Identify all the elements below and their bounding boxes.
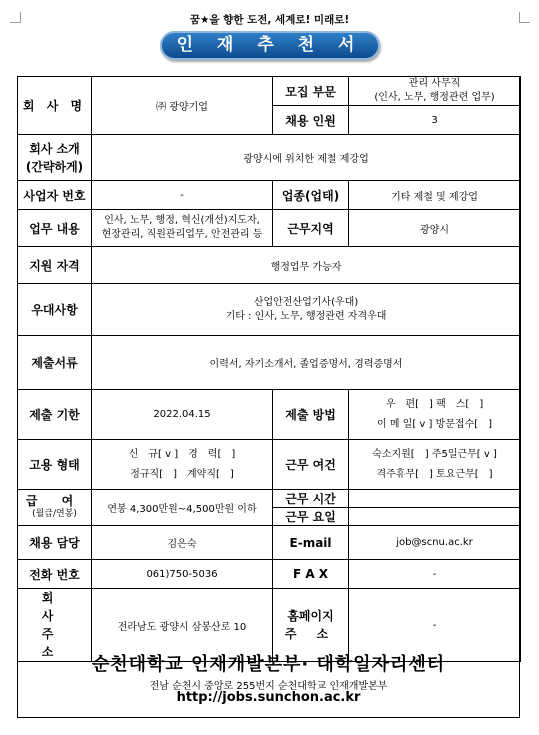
value-docs: 이력서, 자기소개서, 졸업증명서, 경력증명서 [92,336,521,390]
label-emptype: 고용 형태 [18,440,92,490]
row-docs [18,336,521,390]
value-contact: 김은숙 [92,526,273,560]
value-dept-line2: (인사, 노무, 행정관련 업무) [374,92,495,103]
value-conditions-line1: 숙소지원[ ] 주5일근무[ v ] [372,448,497,460]
row-deadline [18,390,521,440]
label-salary-line1: 급 여 [25,493,84,508]
label-deadline: 제출 기한 [18,390,92,440]
footer-address: 전남 순천시 중앙로 255번지 순천대학교 인재개발본부 [149,681,388,692]
value-conditions-line2: 격주휴무[ ] 토요근무[ ] [376,468,493,480]
value-conditions [349,440,521,490]
label-dept: 모집 부문 [273,77,349,106]
label-fax: F A X [273,560,349,589]
label-duties: 업무 내용 [18,210,92,247]
label-homepage-line2: 주 소 [284,627,337,641]
row-intro [18,135,521,181]
value-email: job@scnu.ac.kr [349,526,521,560]
value-days [349,508,521,526]
row-phone [18,560,521,589]
label-phone: 전화 번호 [18,560,92,589]
value-homepage: - [349,589,521,662]
label-address-line2: 주 소 [41,627,68,659]
value-qual: 행정업무 가능자 [92,247,521,284]
label-qual: 지원 자격 [18,247,92,284]
value-emptype-line2: 정규직[ ] 계약직[ ] [130,468,234,480]
value-method [349,390,521,440]
row-company [18,77,521,106]
value-region: 광양시 [349,210,521,247]
label-hours: 근무 시간 [273,490,349,508]
label-intro-line1: 회사 소개 [29,141,80,156]
value-headcount: 3 [349,106,521,135]
recommendation-form-table [17,76,521,662]
value-emptype [92,440,273,490]
value-bizno: - [92,181,273,210]
label-email: E-mail [273,526,349,560]
row-emptype [18,440,521,490]
label-homepage-line1: 홈페이지 [287,609,334,623]
value-method-line1: 우 편[ ] 팩 스[ ] [385,398,484,410]
row-pref [18,284,521,336]
slogan: 꿈★을 향한 도전, 세계로! 미래로! [189,14,350,26]
label-company-name: 회 사 명 [18,77,92,135]
value-emptype-line1: 신 규[ v ] 경 력[ ] [128,448,236,460]
form-title-banner: 인 재 추 천 서 [160,31,380,60]
footer-organization: 순천대학교 인재개발본부· 대학일자리센터 [91,654,446,675]
value-duties-line2: 현장관리, 직원관리업무, 안전관리 등 [101,229,263,240]
value-pref-line1: 산업안전산업기사(우대) [253,296,359,308]
value-company-name: ㈜ 광양기업 [92,77,273,135]
row-bizno [18,181,521,210]
label-headcount: 채용 인원 [273,106,349,135]
label-intro-line2: (간략하게) [25,159,84,174]
value-deadline: 2022.04.15 [92,390,273,440]
value-hours [349,490,521,508]
label-contact: 채용 담당 [18,526,92,560]
label-conditions: 근무 여건 [273,440,349,490]
value-duties [92,210,273,247]
label-days: 근무 요일 [273,508,349,526]
label-bizno: 사업자 번호 [18,181,92,210]
label-docs: 제출서류 [18,336,92,390]
row-qual [18,247,521,284]
label-address-line1: 회 사 [41,591,68,623]
row-duties [18,210,521,247]
value-phone: 061)750-5036 [92,560,273,589]
row-salary-hours [18,490,521,508]
value-salary: 연봉 4,300만원~4,500만원 이하 [92,490,273,526]
value-address: 전라남도 광양시 삼봉산로 10 [92,589,273,662]
value-duties-line1: 인사, 노무, 행정, 혁신(개선)지도자, [104,215,260,226]
value-pref [92,284,521,336]
value-industry: 기타 제철 및 제강업 [349,181,521,210]
value-dept-line1: 관리 사무직 [408,78,461,89]
value-method-line2: 이 메 일[ v ] 방문접수[ ] [377,418,493,430]
label-salary-line2: (월급/연봉) [32,508,77,519]
label-salary [18,490,92,526]
footer-url: http://jobs.sunchon.ac.kr [176,690,361,705]
label-intro [18,135,92,181]
label-region: 근무지역 [273,210,349,247]
value-dept [349,77,521,106]
row-contact [18,526,521,560]
value-intro: 광양시에 위치한 제철 제강업 [92,135,521,181]
label-method: 제출 방법 [273,390,349,440]
label-pref: 우대사항 [18,284,92,336]
value-pref-line2: 기타 : 인사, 노무, 행정관련 자격우대 [225,310,387,322]
label-industry: 업종(업태) [273,181,349,210]
value-fax: - [349,560,521,589]
